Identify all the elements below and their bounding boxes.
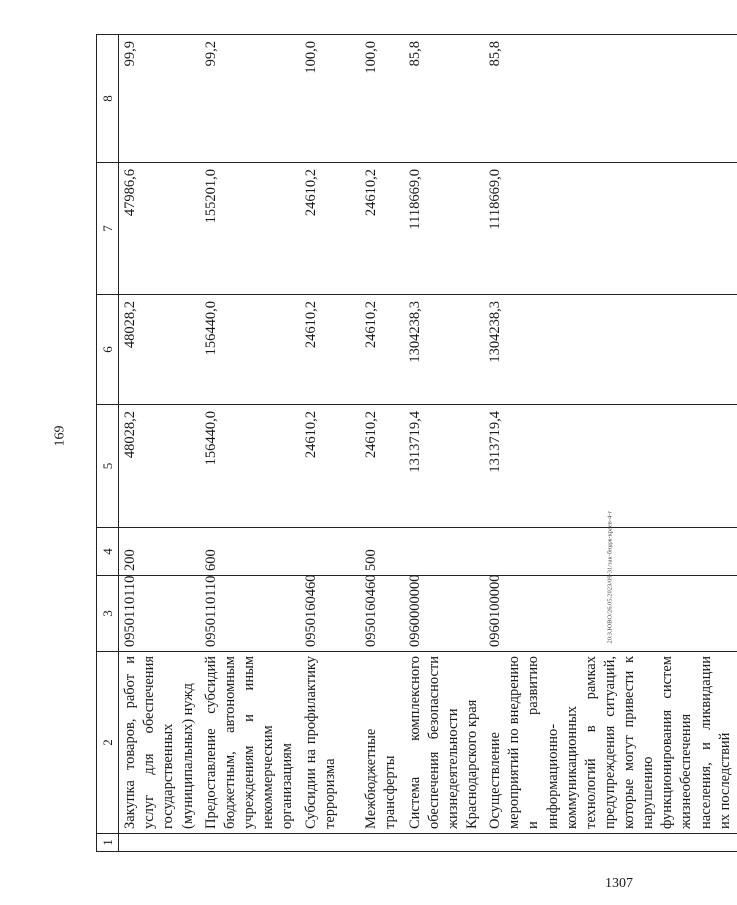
cell-value-6: 1304238,3 bbox=[404, 295, 485, 405]
header-col-7: 7 bbox=[97, 163, 119, 295]
table-row bbox=[300, 35, 360, 852]
cell-code: 0950160460 bbox=[360, 576, 404, 652]
cell-value-8: 85,8 bbox=[404, 35, 485, 163]
table-row bbox=[200, 35, 300, 852]
margin-note: 20.З.ЮВО/26.05.2023/09-31/зак-бюдж-краев-4-г bbox=[606, 510, 614, 644]
cell-value-7: 24610,2 bbox=[360, 163, 404, 295]
cell-col-1 bbox=[484, 834, 737, 852]
cell-col-1 bbox=[360, 834, 404, 852]
cell-name: Система комплексного обеспечения безопасности жизнедеятельности Краснодарского края bbox=[404, 652, 485, 834]
cell-code: 0960100000 bbox=[484, 576, 737, 652]
header-col-6: 6 bbox=[97, 295, 119, 405]
header-col-2: 2 bbox=[97, 652, 119, 834]
cell-value-5: 156440,0 bbox=[200, 405, 300, 528]
cell-name: Закупка товаров, работ и услуг для обеспечения государственных (муниципальных) нужд bbox=[119, 652, 200, 834]
cell-code: 0960000000 bbox=[404, 576, 485, 652]
cell-kind bbox=[404, 528, 485, 576]
table-row bbox=[119, 35, 200, 852]
budget-table bbox=[96, 34, 737, 852]
header-col-5: 5 bbox=[97, 405, 119, 528]
cell-value-7: 47986,6 bbox=[119, 163, 200, 295]
cell-value-8: 85,8 bbox=[484, 35, 737, 163]
cell-value-7: 1118669,0 bbox=[404, 163, 485, 295]
cell-value-6: 48028,2 bbox=[119, 295, 200, 405]
cell-kind: 500 bbox=[360, 528, 404, 576]
header-col-4: 4 bbox=[97, 528, 119, 576]
header-col-1: 1 bbox=[97, 834, 119, 852]
cell-kind: 600 bbox=[200, 528, 300, 576]
table-row bbox=[360, 35, 404, 852]
sheet-number: 1307 bbox=[605, 876, 633, 891]
cell-code: 0950160460 bbox=[300, 576, 360, 652]
cell-value-6: 1304238,3 bbox=[484, 295, 737, 405]
cell-col-1 bbox=[404, 834, 485, 852]
cell-value-7: 155201,0 bbox=[200, 163, 300, 295]
cell-value-8: 99,9 bbox=[119, 35, 200, 163]
cell-value-8: 100,0 bbox=[300, 35, 360, 163]
cell-code: 0950110110 bbox=[200, 576, 300, 652]
table-row bbox=[404, 35, 485, 852]
cell-kind bbox=[300, 528, 360, 576]
cell-value-5: 48028,2 bbox=[119, 405, 200, 528]
cell-name: Осуществление мероприятий по внедрению и развитию информационно-коммуникационных технологий в рамках предупреждения ситуаций, которые могут привести к нарушению функционирования систем жизнеобеспечения населения, и ликвидации их последствий bbox=[484, 652, 737, 834]
cell-value-5: 1313719,4 bbox=[404, 405, 485, 528]
header-col-3: 3 bbox=[97, 576, 119, 652]
page-number: 169 bbox=[52, 425, 68, 447]
cell-value-6: 156440,0 bbox=[200, 295, 300, 405]
cell-kind: 200 bbox=[119, 528, 200, 576]
cell-code: 0950110110 bbox=[119, 576, 200, 652]
cell-value-6: 24610,2 bbox=[360, 295, 404, 405]
cell-name: Предоставление субсидий бюджетным, автономным учреждениям и иным некоммерческим организациям bbox=[200, 652, 300, 834]
cell-col-1 bbox=[200, 834, 300, 852]
cell-col-1 bbox=[300, 834, 360, 852]
header-row bbox=[97, 35, 119, 852]
cell-col-1 bbox=[119, 834, 200, 852]
cell-value-5: 24610,2 bbox=[300, 405, 360, 528]
rotated-table-container bbox=[96, 35, 733, 852]
header-col-8: 8 bbox=[97, 35, 119, 163]
cell-name: Межбюджетные трансферты bbox=[360, 652, 404, 834]
cell-value-5: 24610,2 bbox=[360, 405, 404, 528]
cell-name: Субсидии на профилактику терроризма bbox=[300, 652, 360, 834]
cell-value-5: 1313719,4 bbox=[484, 405, 737, 528]
cell-value-7: 1118669,0 bbox=[484, 163, 737, 295]
cell-value-8: 100,0 bbox=[360, 35, 404, 163]
cell-value-8: 99,2 bbox=[200, 35, 300, 163]
cell-value-7: 24610,2 bbox=[300, 163, 360, 295]
cell-value-6: 24610,2 bbox=[300, 295, 360, 405]
